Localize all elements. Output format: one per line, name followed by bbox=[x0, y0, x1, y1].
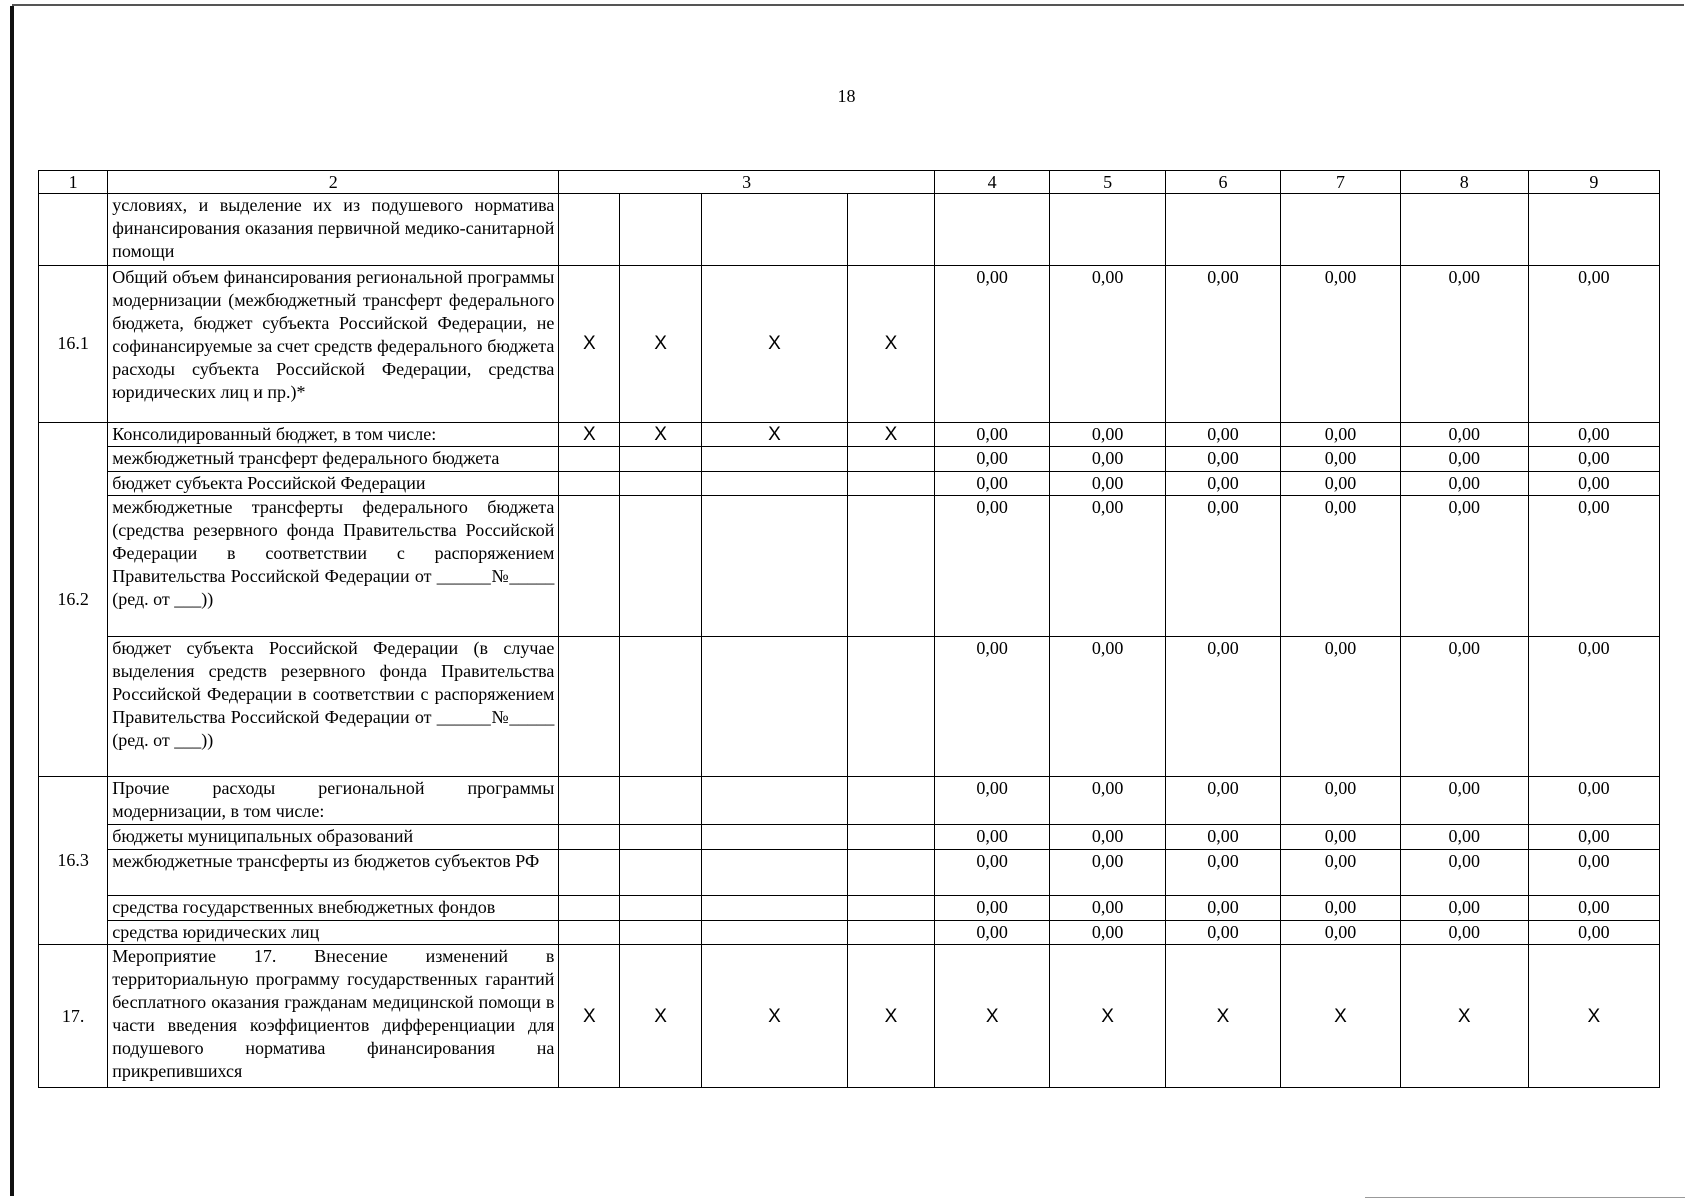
header-row bbox=[39, 171, 1660, 194]
header-col-4: 4 bbox=[934, 171, 1049, 194]
value-cell: 0,00 bbox=[1281, 447, 1401, 471]
x-mark: X bbox=[620, 265, 702, 422]
table-row bbox=[39, 471, 1660, 495]
value-cell: 0,00 bbox=[934, 496, 1049, 637]
value-cell: 0,00 bbox=[1165, 496, 1280, 637]
value-cell: 0,00 bbox=[1400, 496, 1528, 637]
value-cell: 0,00 bbox=[1165, 777, 1280, 825]
row-description: Прочие расходы региональной программы модернизации, в том числе: bbox=[108, 777, 559, 825]
row-description: межбюджетные трансферты федерального бюджета (средства резервного фонда Правительства Российской Федерации в соответствии с распоряжением Правительства Российской Федерации от ______№_____ (ред. от ___)) bbox=[108, 496, 559, 637]
value-cell: 0,00 bbox=[1050, 920, 1165, 944]
row-description: межбюджетный трансферт федерального бюджета bbox=[108, 447, 559, 471]
x-mark: X bbox=[620, 945, 702, 1088]
value-cell: 0,00 bbox=[1281, 825, 1401, 849]
value-cell: 0,00 bbox=[1165, 265, 1280, 422]
value-cell: 0,00 bbox=[1528, 825, 1659, 849]
header-col-7: 7 bbox=[1281, 171, 1401, 194]
value-cell: 0,00 bbox=[934, 265, 1049, 422]
value-cell: 0,00 bbox=[1281, 265, 1401, 422]
row-description: Мероприятие 17. Внесение изменений в территориальную программу государственных гарантий бесплатного оказания гражданам медицинской помощи в части введения коэффициентов дифференциации для подушевого норматива финансирования на прикрепившихся bbox=[108, 945, 559, 1088]
value-cell: 0,00 bbox=[1281, 777, 1401, 825]
x-mark: X bbox=[620, 422, 702, 446]
value-cell: 0,00 bbox=[1400, 777, 1528, 825]
value-cell: 0,00 bbox=[934, 471, 1049, 495]
row-number: 17. bbox=[39, 945, 108, 1088]
value-cell: 0,00 bbox=[1400, 265, 1528, 422]
value-cell: 0,00 bbox=[1165, 447, 1280, 471]
value-cell: 0,00 bbox=[1400, 422, 1528, 446]
x-mark: X bbox=[1528, 945, 1659, 1088]
table-row bbox=[39, 896, 1660, 920]
row-description: бюджет субъекта Российской Федерации bbox=[108, 471, 559, 495]
value-cell: 0,00 bbox=[1528, 920, 1659, 944]
row-number: 16.2 bbox=[39, 422, 108, 777]
value-cell: 0,00 bbox=[1400, 471, 1528, 495]
value-cell: 0,00 bbox=[1400, 825, 1528, 849]
value-cell: 0,00 bbox=[1281, 636, 1401, 777]
value-cell: 0,00 bbox=[934, 777, 1049, 825]
value-cell: 0,00 bbox=[934, 447, 1049, 471]
table-row bbox=[39, 920, 1660, 944]
value-cell: 0,00 bbox=[1165, 825, 1280, 849]
value-cell: 0,00 bbox=[1050, 825, 1165, 849]
x-mark: X bbox=[559, 265, 620, 422]
row-description: Общий объем финансирования региональной программы модернизации (межбюджетный трансферт федерального бюджета, бюджет субъекта Российской Федерации, не софинансируемые за счет средств федерального бюджета расходы субъекта Российской Федерации, средства юридических лиц и пр.)* bbox=[108, 265, 559, 422]
value-cell: 0,00 bbox=[1165, 422, 1280, 446]
row-description: межбюджетные трансферты из бюджетов субъектов РФ bbox=[108, 849, 559, 896]
table-row bbox=[39, 422, 1660, 446]
value-cell: 0,00 bbox=[934, 825, 1049, 849]
value-cell: 0,00 bbox=[1528, 447, 1659, 471]
x-mark: X bbox=[847, 265, 934, 422]
x-mark: X bbox=[559, 422, 620, 446]
value-cell: 0,00 bbox=[1165, 636, 1280, 777]
value-cell: 0,00 bbox=[1528, 896, 1659, 920]
table-row bbox=[39, 636, 1660, 777]
x-mark: X bbox=[1050, 945, 1165, 1088]
table-row bbox=[39, 825, 1660, 849]
value-cell: 0,00 bbox=[1165, 849, 1280, 896]
table-row bbox=[39, 849, 1660, 896]
value-cell: 0,00 bbox=[1050, 496, 1165, 637]
value-cell: 0,00 bbox=[1281, 471, 1401, 495]
row-description: бюджеты муниципальных образований bbox=[108, 825, 559, 849]
row-description: бюджет субъекта Российской Федерации (в случае выделения средств резервного фонда Правительства Российской Федерации в соответствии с распоряжением Правительства Российской Федерации от ______№_____ (ред. от ___)) bbox=[108, 636, 559, 777]
row-number: 16.1 bbox=[39, 265, 108, 422]
value-cell: 0,00 bbox=[934, 849, 1049, 896]
row-number: 16.3 bbox=[39, 777, 108, 945]
value-cell: 0,00 bbox=[1528, 777, 1659, 825]
value-cell: 0,00 bbox=[1050, 896, 1165, 920]
value-cell: 0,00 bbox=[1050, 422, 1165, 446]
value-cell: 0,00 bbox=[934, 422, 1049, 446]
value-cell: 0,00 bbox=[1050, 849, 1165, 896]
scan-edge-top bbox=[12, 4, 1684, 6]
header-col-8: 8 bbox=[1400, 171, 1528, 194]
value-cell: 0,00 bbox=[1050, 777, 1165, 825]
header-col-1: 1 bbox=[39, 171, 108, 194]
value-cell: 0,00 bbox=[1528, 636, 1659, 777]
value-cell: 0,00 bbox=[1528, 422, 1659, 446]
value-cell: 0,00 bbox=[1528, 496, 1659, 637]
value-cell: 0,00 bbox=[1050, 447, 1165, 471]
table-row bbox=[39, 496, 1660, 637]
x-mark: X bbox=[702, 265, 848, 422]
scan-edge-bottom bbox=[1365, 1197, 1685, 1198]
x-mark: X bbox=[1281, 945, 1401, 1088]
table-row bbox=[39, 194, 1660, 265]
header-col-2: 2 bbox=[108, 171, 559, 194]
x-mark: X bbox=[847, 945, 934, 1088]
header-col-6: 6 bbox=[1165, 171, 1280, 194]
header-col-5: 5 bbox=[1050, 171, 1165, 194]
x-mark: X bbox=[559, 945, 620, 1088]
x-mark: X bbox=[934, 945, 1049, 1088]
x-mark: X bbox=[1165, 945, 1280, 1088]
x-mark: X bbox=[702, 422, 848, 446]
row-description: средства государственных внебюджетных фондов bbox=[108, 896, 559, 920]
value-cell: 0,00 bbox=[1165, 920, 1280, 944]
financing-table bbox=[38, 170, 1660, 1088]
table-row bbox=[39, 447, 1660, 471]
value-cell: 0,00 bbox=[934, 636, 1049, 777]
value-cell: 0,00 bbox=[934, 896, 1049, 920]
x-mark: X bbox=[702, 945, 848, 1088]
x-mark: X bbox=[1400, 945, 1528, 1088]
table-row bbox=[39, 945, 1660, 1088]
value-cell: 0,00 bbox=[1050, 471, 1165, 495]
x-mark: X bbox=[847, 422, 934, 446]
value-cell: 0,00 bbox=[1400, 636, 1528, 777]
value-cell: 0,00 bbox=[1165, 471, 1280, 495]
value-cell: 0,00 bbox=[1400, 849, 1528, 896]
value-cell: 0,00 bbox=[1165, 896, 1280, 920]
value-cell: 0,00 bbox=[1281, 849, 1401, 896]
value-cell: 0,00 bbox=[1528, 849, 1659, 896]
page-number: 18 bbox=[837, 86, 856, 106]
value-cell: 0,00 bbox=[934, 920, 1049, 944]
header-col-3: 3 bbox=[559, 171, 935, 194]
table-row bbox=[39, 777, 1660, 825]
value-cell: 0,00 bbox=[1281, 896, 1401, 920]
value-cell: 0,00 bbox=[1400, 920, 1528, 944]
row-description: условиях, и выделение их из подушевого норматива финансирования оказания первичной медико-санитарной помощи bbox=[108, 194, 559, 265]
header-col-9: 9 bbox=[1528, 171, 1659, 194]
value-cell: 0,00 bbox=[1281, 496, 1401, 637]
value-cell: 0,00 bbox=[1281, 920, 1401, 944]
value-cell: 0,00 bbox=[1281, 422, 1401, 446]
value-cell: 0,00 bbox=[1400, 896, 1528, 920]
value-cell: 0,00 bbox=[1050, 636, 1165, 777]
value-cell: 0,00 bbox=[1050, 265, 1165, 422]
value-cell: 0,00 bbox=[1528, 471, 1659, 495]
table-row bbox=[39, 265, 1660, 422]
scan-edge-left bbox=[10, 6, 14, 1196]
value-cell: 0,00 bbox=[1528, 265, 1659, 422]
row-description: Консолидированный бюджет, в том числе: bbox=[108, 422, 559, 446]
value-cell: 0,00 bbox=[1400, 447, 1528, 471]
row-description: средства юридических лиц bbox=[108, 920, 559, 944]
